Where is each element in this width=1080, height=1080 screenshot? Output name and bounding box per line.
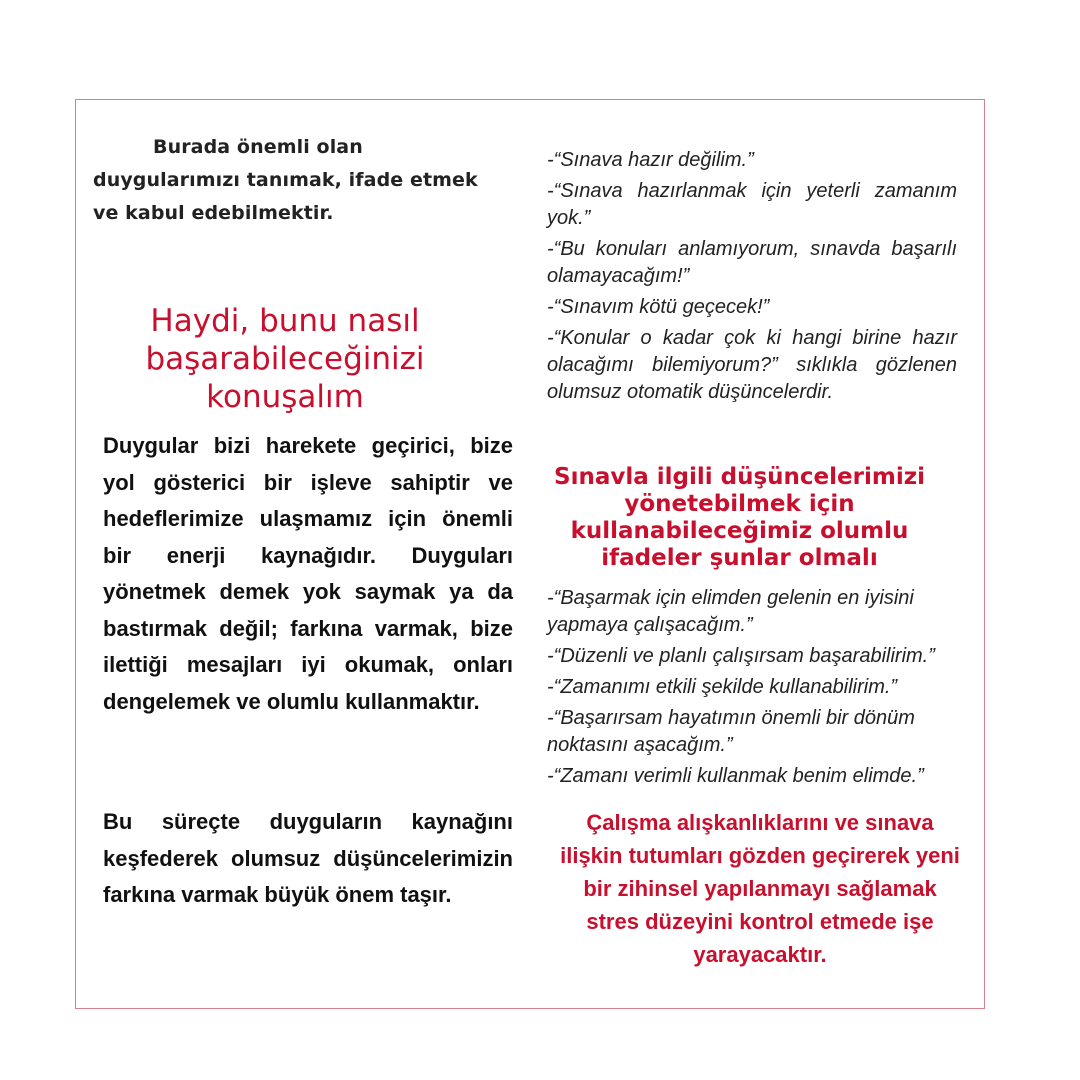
list-item: -“Başarmak için elimden gelenin en iyisini yapmaya çalışacağım.” [547,587,914,636]
list-item: -“Başarırsam hayatımın önemli bir dönüm noktasını aşacağım.” [547,707,915,756]
list-item: -“Bu konuları anlamıyorum, sınavda başarılı olamayacağım!” [547,238,957,287]
intro-text: Burada önemli olan duygularımızı tanımak, ifade etmek ve kabul edebilmektir. [93,136,478,224]
awareness-paragraph: Bu süreçte duyguların kaynağını keşfederek olumsuz düşüncelerimizin farkına varmak büyük önem taşır. [103,809,513,907]
negative-thoughts-list [547,147,957,410]
positive-statements-heading: Sınavla ilgili düşüncelerimizi yönetebilmek için kullanabileceğimiz olumlu ifadeler şunlar olmalı [554,464,925,571]
list-item: -“Zamanımı etkili şekilde kullanabilirim.” [547,676,898,698]
list-item: -“Sınava hazır değilim.” [547,149,754,171]
list-item: -“Sınavım kötü geçecek!” [547,296,770,318]
list-item: -“Düzenli ve planlı çalışırsam başarabilirim.” [547,645,935,667]
list-item: -“Sınava hazırlanmak için yeterli zamanım yok.” [547,180,957,229]
conclusion-text: Çalışma alışkanlıklarını ve sınava ilişkin tutumları gözden geçirerek yeni bir zihinsel yapılanmayı sağlamak stres düzeyini kontrol etmede işe yarayacaktır. [560,810,960,967]
emotions-paragraph: Duygular bizi harekete geçirici, bize yol gösterici bir işleve sahiptir ve hedeflerimize ulaşmamız için önemli bir enerji kaynağıdır. Duyguları yönetmek demek yok saymak ya da bastırmak değil; farkına varmak, bize ilettiği mesajları iyi okumak, onları dengelemek ve olumlu kullanmaktır. [103,433,513,714]
left-heading: Haydi, bunu nasıl başarabileceğinizi konuşalım [145,303,425,415]
list-item: -“Zamanı verimli kullanmak benim elimde.” [547,765,924,787]
list-item: -“Konular o kadar çok ki hangi birine hazır olacağımı bilemiyorum?” sıklıkla gözlenen olumsuz otomatik düşüncelerdir. [547,327,957,403]
positive-statements-list [547,585,967,794]
